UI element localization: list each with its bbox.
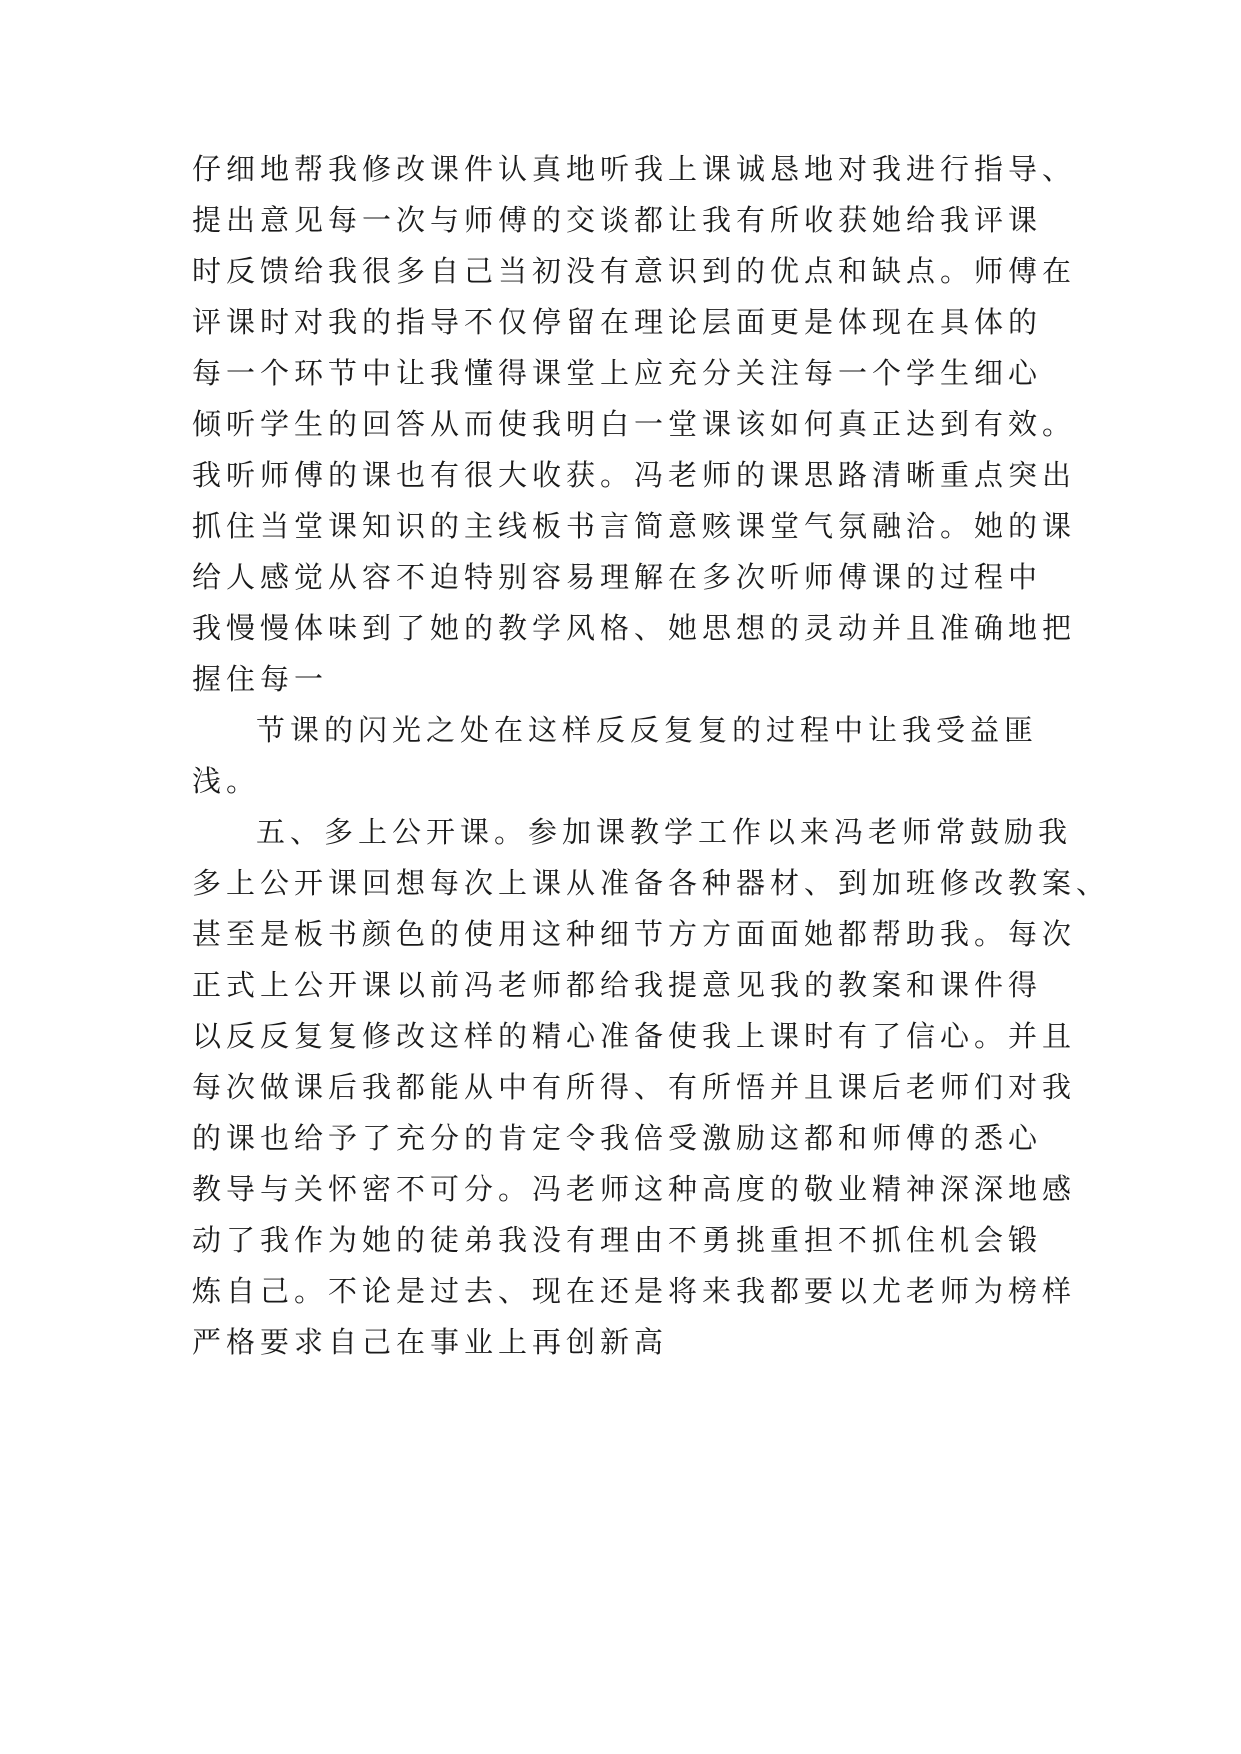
text-line: 每次做课后我都能从中有所得、有所悟并且课后老师们对我 <box>192 1070 1077 1104</box>
body-text <box>192 144 1111 1368</box>
text-line: 提出意见每一次与师傅的交谈都让我有所收获她给我评课 <box>192 203 1043 237</box>
text-line: 时反馈给我很多自己当初没有意识到的优点和缺点。师傅在 <box>192 254 1077 288</box>
text-line: 倾听学生的回答从而使我明白一堂课该如何真正达到有效。 <box>192 407 1077 441</box>
text-line: 多上公开课回想每次上课从准备各种器材、到加班修改教案、 <box>192 866 1111 900</box>
text-line: 握住每一 <box>192 662 329 696</box>
text-line: 教导与关怀密不可分。冯老师这种高度的敬业精神深深地感 <box>192 1172 1077 1206</box>
text-line: 炼自己。不论是过去、现在还是将来我都要以尤老师为榜样 <box>192 1274 1077 1308</box>
text-line: 以反反复复修改这样的精心准备使我上课时有了信心。并且 <box>192 1019 1077 1053</box>
section-heading-line: 五、多上公开课。参加课教学工作以来冯老师常鼓励我 <box>256 815 1073 849</box>
text-line: 我慢慢体味到了她的教学风格、她思想的灵动并且准确地把 <box>192 611 1077 645</box>
text-line: 甚至是板书颜色的使用这种细节方方面面她都帮助我。每次 <box>192 917 1077 951</box>
text-line: 抓住当堂课知识的主线板书言简意赅课堂气氛融洽。她的课 <box>192 509 1077 543</box>
text-line: 每一个环节中让我懂得课堂上应充分关注每一个学生细心 <box>192 356 1043 390</box>
text-line: 评课时对我的指导不仅停留在理论层面更是体现在具体的 <box>192 305 1043 339</box>
text-line: 严格要求自己在事业上再创新高 <box>192 1325 669 1359</box>
text-line: 浅。 <box>192 764 261 798</box>
text-line: 给人感觉从容不迫特别容易理解在多次听师傅课的过程中 <box>192 560 1043 594</box>
text-line: 仔细地帮我修改课件认真地听我上课诚恳地对我进行指导、 <box>192 152 1077 186</box>
text-line: 动了我作为她的徒弟我没有理由不勇挑重担不抓住机会锻 <box>192 1223 1043 1257</box>
paragraph-start-line: 节课的闪光之处在这样反反复复的过程中让我受益匪 <box>256 713 1039 747</box>
text-line: 正式上公开课以前冯老师都给我提意见我的教案和课件得 <box>192 968 1043 1002</box>
text-line: 的课也给予了充分的肯定令我倍受激励这都和师傅的悉心 <box>192 1121 1043 1155</box>
text-line: 我听师傅的课也有很大收获。冯老师的课思路清晰重点突出 <box>192 458 1077 492</box>
